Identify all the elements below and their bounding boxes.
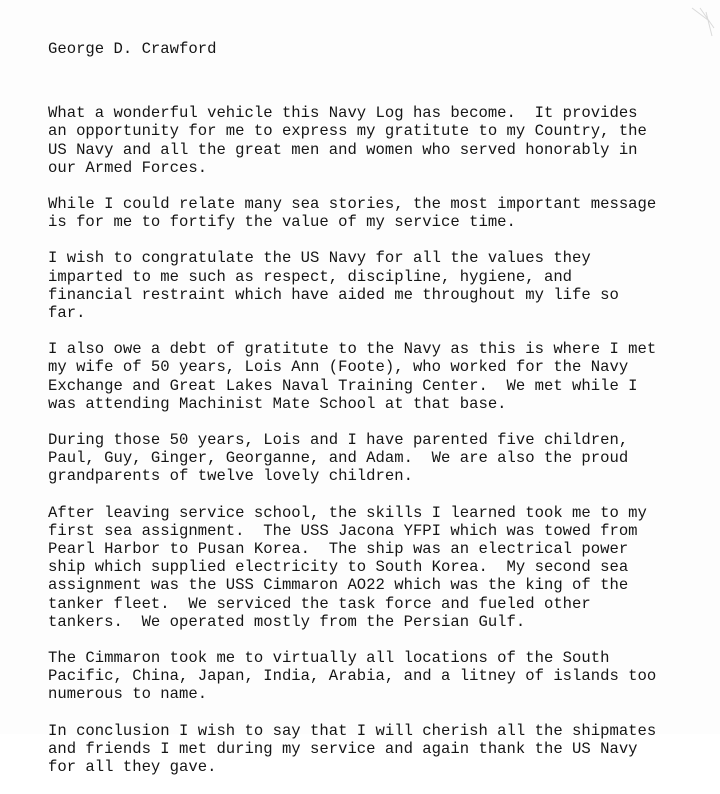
paragraph-line: I wish to congratulate the US Navy for all the values they	[48, 249, 591, 268]
paragraph-line: grandparents of twelve lovely children.	[48, 467, 413, 486]
paragraph-line: and friends I met during my service and again thank the US Navy	[48, 739, 638, 758]
paragraph-4	[48, 340, 708, 413]
paragraph-line: my wife of 50 years, Lois Ann (Foote), who worked for the Navy	[48, 358, 629, 377]
paragraph-6	[48, 504, 708, 631]
paragraph-1	[48, 104, 708, 177]
paragraph-line: While I could relate many sea stories, the most important message	[48, 195, 657, 214]
author-name: George D. Crawford	[48, 40, 217, 58]
paragraph-line: is for me to fortify the value of my service time.	[48, 213, 516, 232]
paragraph-line: for all they gave.	[48, 758, 217, 777]
paragraph-line: our Armed Forces.	[48, 158, 208, 177]
paragraph-line: financial restraint which have aided me throughout my life so	[48, 285, 619, 304]
paragraph-5	[48, 431, 708, 486]
paragraph-line: After leaving service school, the skills I learned took me to my	[48, 503, 647, 522]
paragraph-line: The Cimmaron took me to virtually all locations of the South	[48, 649, 610, 668]
paragraph-7	[48, 649, 708, 704]
paragraph-line: numerous to name.	[48, 685, 208, 704]
paragraph-line: tankers. We operated mostly from the Persian Gulf.	[48, 612, 526, 631]
paragraph-2	[48, 195, 708, 231]
paragraph-line: US Navy and all the great men and women who served honorably in	[48, 140, 638, 159]
paragraph-line: Exchange and Great Lakes Naval Training Center. We met while I	[48, 376, 638, 395]
paragraph-line: imparted to me such as respect, discipline, hygiene, and	[48, 267, 573, 286]
paragraph-line: Paul, Guy, Ginger, Georganne, and Adam. We are also the proud	[48, 449, 629, 468]
letter-body	[48, 40, 708, 794]
paragraph-line: far.	[48, 304, 86, 323]
paragraph-line: During those 50 years, Lois and I have parented five children,	[48, 431, 629, 450]
paragraph-line: ship which supplied electricity to South Korea. My second sea	[48, 558, 629, 577]
paragraph-line: an opportunity for me to express my gratitute to my Country, the	[48, 122, 647, 141]
paragraph-line: tanker fleet. We serviced the task force and fueled other	[48, 594, 591, 613]
paragraph-line: In conclusion I wish to say that I will cherish all the shipmates	[48, 721, 657, 740]
paragraph-line: What a wonderful vehicle this Navy Log has become. It provides	[48, 104, 638, 123]
paragraph-8	[48, 722, 708, 777]
paragraph-line: was attending Machinist Mate School at that base.	[48, 394, 507, 413]
paragraph-line: first sea assignment. The USS Jacona YFPI which was towed from	[48, 521, 638, 540]
paragraph-line: I also owe a debt of gratitute to the Navy as this is where I met	[48, 340, 657, 359]
paragraph-line: Pacific, China, Japan, India, Arabia, and a litney of islands too	[48, 667, 657, 686]
paragraph-3	[48, 249, 708, 322]
paragraph-line: assignment was the USS Cimmaron AO22 which was the king of the	[48, 576, 629, 595]
paragraph-line: Pearl Harbor to Pusan Korea. The ship was an electrical power	[48, 540, 629, 559]
